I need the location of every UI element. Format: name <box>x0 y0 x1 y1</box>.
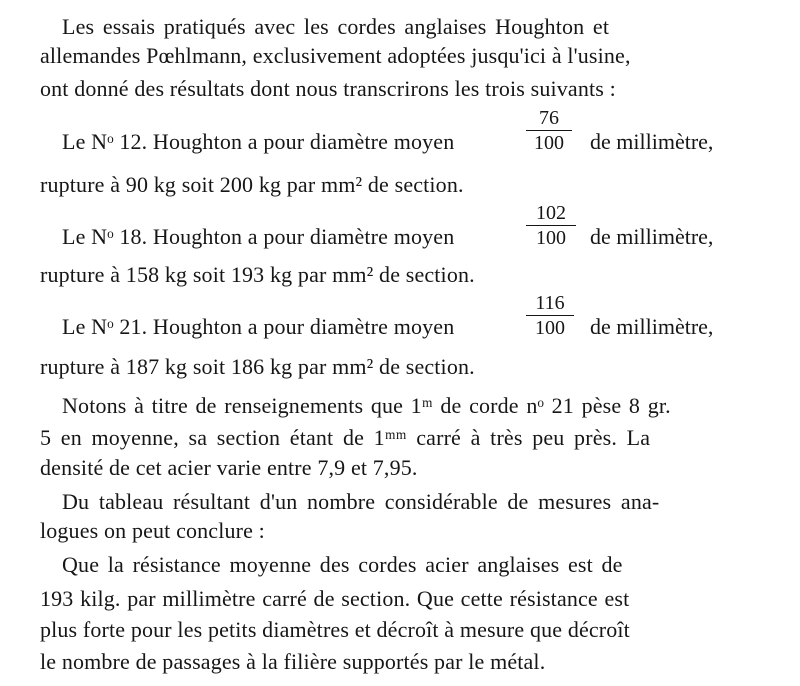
text-line: logues on peut conclure : <box>40 518 265 543</box>
fraction-denominator: 100 <box>534 132 564 154</box>
fraction <box>526 292 574 339</box>
text-line: 5 en moyenne, sa section étant de 1ᵐᵐ carré à très peu près. La <box>40 425 651 450</box>
text-line: densité de cet acier varie entre 7,9 et 7,95. <box>40 455 418 480</box>
fraction-numerator: 76 <box>539 107 559 129</box>
text-line: 193 kilg. par millimètre carré de section. Que cette résistance est <box>40 586 630 611</box>
fraction-numerator: 102 <box>536 202 566 224</box>
test-line: Le Nᵒ 18. Houghton a pour diamètre moyen <box>62 224 455 249</box>
text-line: Du tableau résultant d'un nombre considérable de mesures ana- <box>62 489 660 514</box>
test-line: Le Nᵒ 12. Houghton a pour diamètre moyen <box>62 129 455 154</box>
text-line: allemandes Pœhlmann, exclusivement adoptées jusqu'ici à l'usine, <box>40 43 631 68</box>
text-line: rupture à 187 kg soit 186 kg par mm² de section. <box>40 354 475 379</box>
fraction <box>526 107 572 154</box>
text-line: plus forte pour les petits diamètres et décroît à mesure que décroît <box>40 617 630 642</box>
text-line: Que la résistance moyenne des cordes acier anglaises est de <box>62 552 623 577</box>
fraction-bar <box>526 225 576 226</box>
text-line: Notons à titre de renseignements que 1ᵐ de corde nᵒ 21 pèse 8 gr. <box>62 393 671 418</box>
test-line-suffix: de millimètre, <box>590 314 714 339</box>
fraction-denominator: 100 <box>535 317 565 339</box>
fraction-numerator: 116 <box>535 292 565 314</box>
text-line: le nombre de passages à la filière supportés par le métal. <box>40 649 546 674</box>
test-line-suffix: de millimètre, <box>590 129 714 154</box>
text-line: ont donné des résultats dont nous transcrirons les trois suivants : <box>40 76 616 101</box>
fraction <box>526 202 576 249</box>
text-line: rupture à 158 kg soit 193 kg par mm² de section. <box>40 262 475 287</box>
fraction-denominator: 100 <box>536 227 566 249</box>
test-line-suffix: de millimètre, <box>590 224 714 249</box>
test-line: Le Nᵒ 21. Houghton a pour diamètre moyen <box>62 314 455 339</box>
text-line: Les essais pratiqués avec les cordes anglaises Houghton et <box>62 14 610 39</box>
text-line: rupture à 90 kg soit 200 kg par mm² de section. <box>40 172 464 197</box>
fraction-bar <box>526 315 574 316</box>
fraction-bar <box>526 130 572 131</box>
